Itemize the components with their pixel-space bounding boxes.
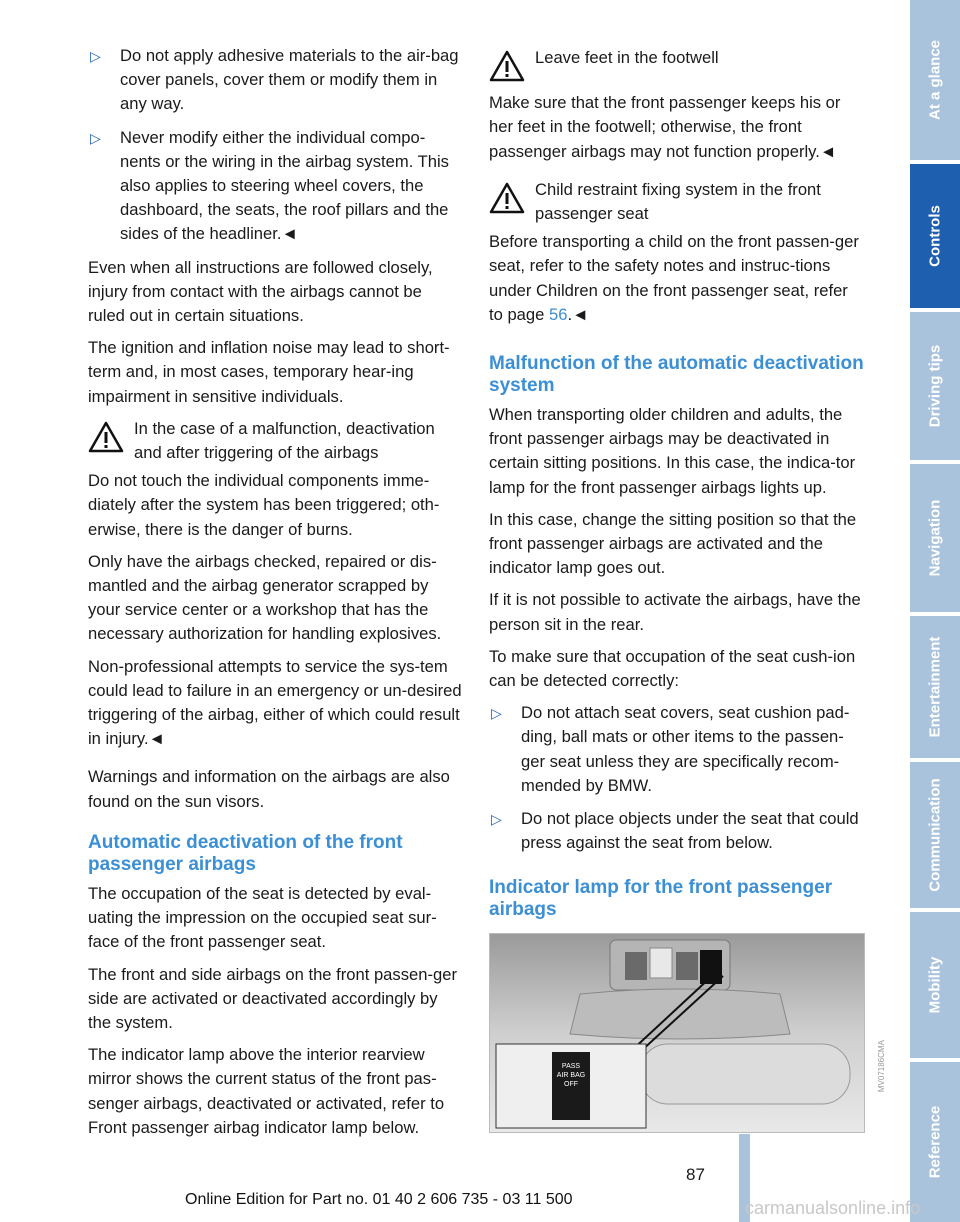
tab-label: At a glance: [926, 39, 944, 121]
figure-code: MV07186CMA: [876, 1040, 886, 1093]
lamp-line: AIR BAG: [556, 1072, 586, 1080]
paragraph: The indicator lamp above the interior rearview mirror shows the current status of the front pas-senger airbags, deactivated or activated, refer to Front passenger airbag indicator lamp below.: [88, 1045, 445, 1137]
overhead-console-illustration: [490, 934, 864, 1132]
paragraph: Do not touch the individual components imme-diately after the system has been triggered; oth-erwise, there is the danger of burns.: [88, 471, 440, 539]
footer-edition: Online Edition for Part no. 01 40 2 606 735 - 03 11 500: [185, 1191, 573, 1208]
bullet-text: Do not place objects under the seat that could press against the seat from below.: [521, 809, 859, 853]
tab-driving-tips[interactable]: [910, 312, 960, 464]
warning-text: Child restraint fixing system in the front passenger seat: [535, 179, 821, 224]
warning-body: Make sure that the front passenger keeps his or her feet in the footwell; otherwise, the front passenger airbags may not function properly.◄: [489, 93, 841, 161]
warning-title: Leave feet in the footwell: [535, 48, 719, 67]
triangle-bullet-icon: ▷: [491, 705, 502, 722]
list-item: [88, 126, 463, 247]
page-number: 87: [686, 1165, 705, 1184]
paragraph: [489, 230, 864, 327]
paragraph: Even when all instructions are followed closely, injury from contact with the airbags cannot be ruled out in certain situations.: [88, 257, 433, 326]
paragraph: When transporting older children and adults, the front passenger airbags may be deactivated in certain sitting positions. In this case, the indica-tor lamp for the front passenger airbags lights up.: [489, 405, 856, 497]
paragraph: If it is not possible to activate the airbags, have the person sit in the rear.: [489, 590, 861, 634]
footer-watermark: carmanualsonline.info: [745, 1198, 921, 1218]
tab-label: Entertainment: [926, 636, 944, 738]
chapter-sidebar: [910, 0, 960, 1222]
paragraph: The occupation of the seat is detected by eval-uating the impression on the occupied seat sur-face of the front passenger seat.: [88, 883, 437, 952]
tab-label: Communication: [926, 778, 944, 892]
warning-icon: [489, 178, 535, 226]
paragraph: In this case, change the sitting position so that the front passenger airbags are activated and the indicator lamp goes out.: [489, 509, 857, 578]
tab-label: Controls: [926, 205, 944, 267]
paragraph: Only have the airbags checked, repaired or dis-mantled and the airbag generator scrapped by your service center or a workshop that has the necessary authorization for handling explosives.: [88, 551, 442, 644]
tab-label: Reference: [926, 1105, 944, 1179]
right-column: [489, 44, 886, 1133]
paragraph: Non-professional attempts to service the sys-tem could lead to failure in an emergency or un-desired triggering of the airbag, either of which could result in injury.◄: [88, 656, 462, 749]
paragraph: To make sure that occupation of the seat cush-ion can be detected correctly:: [489, 646, 856, 691]
tab-at-a-glance[interactable]: [910, 0, 960, 164]
lamp-line: PASS: [561, 1063, 581, 1071]
warning-block: [489, 46, 864, 89]
bullet-text: Do not attach seat covers, seat cushion pad-ding, ball mats or other items to the passen-ger seat unless they are specifically recom-mended by BMW.: [521, 703, 850, 795]
warning-block: [88, 417, 463, 465]
page-link[interactable]: 56: [549, 304, 568, 324]
section-heading: Malfunction of the automatic deactivation system: [489, 353, 864, 397]
warning-icon: [88, 417, 134, 465]
tab-mobility[interactable]: [910, 912, 960, 1062]
indicator-lamp-figure: [489, 933, 886, 1133]
warning-text: In the case of a malfunction, deactivation and after triggering of the airbags: [134, 418, 435, 463]
paragraph: Warnings and information on the airbags are also found on the sun visors.: [88, 767, 450, 811]
warning-block: [489, 178, 864, 226]
triangle-bullet-icon: ▷: [90, 129, 101, 146]
tab-controls[interactable]: [910, 164, 960, 312]
bullet-text: Never modify either the individual compo-nents or the wiring in the airbag system. This also applies to steering wheel covers, the dashboard, the seats, the roof pillars and the sides of the headliner.◄: [120, 127, 449, 244]
tab-label: Driving tips: [926, 344, 944, 428]
lamp-line: OFF: [564, 1081, 578, 1089]
tab-label: Mobility: [926, 956, 944, 1014]
list-item: [489, 807, 864, 855]
tab-communication[interactable]: [910, 762, 960, 912]
left-column: [88, 44, 463, 1148]
triangle-bullet-icon: ▷: [491, 811, 502, 828]
triangle-bullet-icon: ▷: [90, 48, 101, 64]
paragraph-text: Before transporting a child on the front passen-ger seat, refer to the safety notes and instruc-tions under Children on the front passenger seat, refer to page: [489, 232, 859, 324]
paragraph: The ignition and inflation noise may lead to short-term and, in most cases, temporary hear-ing impairment in sensitive individuals.: [88, 338, 450, 406]
tab-navigation[interactable]: [910, 464, 960, 616]
list-item: [88, 44, 463, 117]
bullet-text: Do not apply adhesive materials to the air-bag cover panels, cover them or modify them in any way.: [120, 46, 459, 114]
end-mark: .◄: [567, 304, 589, 324]
tab-label: Navigation: [926, 499, 944, 577]
tab-entertainment[interactable]: [910, 616, 960, 762]
warning-icon: [489, 46, 535, 89]
paragraph: The front and side airbags on the front passen-ger side are activated or deactivated accordingly by the system.: [88, 964, 457, 1032]
airbag-off-lamp: [552, 1062, 590, 1089]
section-heading: Automatic deactivation of the front passenger airbags: [88, 831, 403, 875]
list-item: [489, 701, 864, 798]
section-heading: Indicator lamp for the front passenger airbags: [489, 877, 833, 921]
